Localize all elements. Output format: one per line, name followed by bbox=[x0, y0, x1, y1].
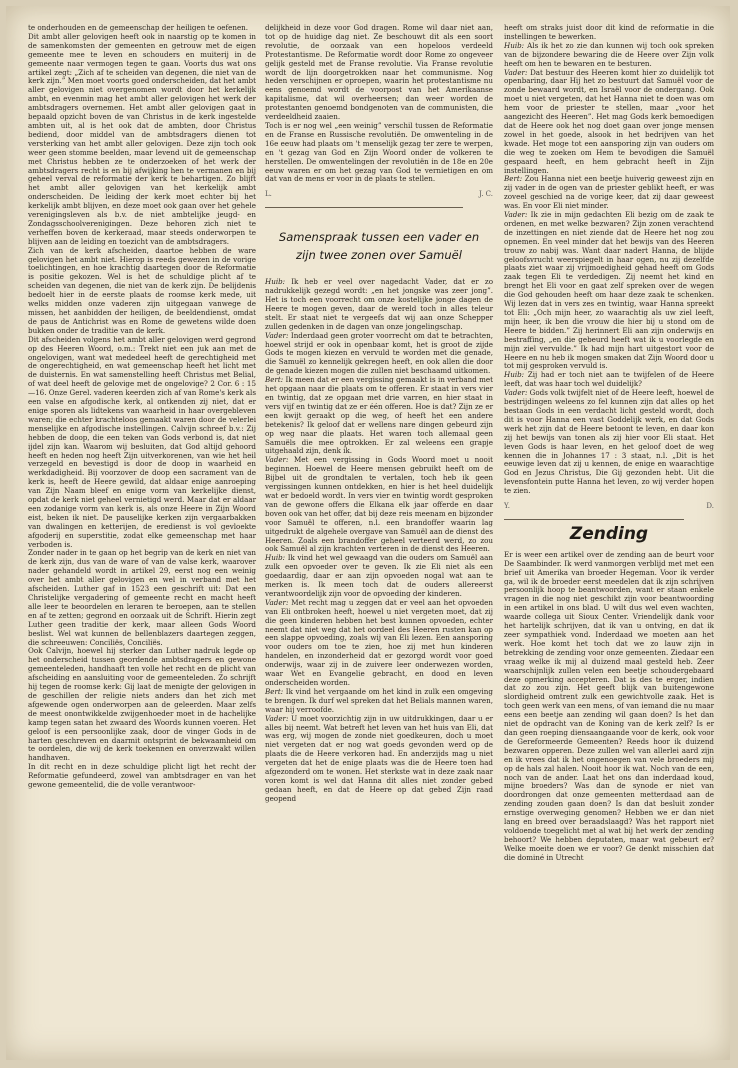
speaker-name: Bert: bbox=[265, 686, 284, 696]
dialogue-text: U moet voorzichtig zijn in uw uitdrukkingen, daar u er alles bij neemt. Wat betreft het leven van het huis van Eli, dat was erg, wij mogen de zonde niet goedkeuren, doch u moet niet vergeten dat er nog wat goeds gevonden werd op de plaats die de Heere verkoren had. En anderzijds mag u niet vergeten dat het de enige plaats was die de Heere toen had afgezonderd om te wonen. Het sterkste wat in deze zaak naar voren komt is wel dat Hanna dit alles niet zonder gebed gedaan heeft, en dat de Heere op dat gebed Zijn raad geopend bbox=[265, 713, 493, 803]
newspaper-page bbox=[6, 6, 730, 1060]
speaker-name: Vader: bbox=[265, 455, 289, 465]
dialogue-line bbox=[504, 42, 714, 69]
signature-right: D. bbox=[706, 502, 714, 511]
dialogue-continued bbox=[504, 24, 714, 496]
dialogue-line bbox=[504, 24, 714, 42]
speaker-name: Bert: bbox=[504, 174, 523, 184]
signature-right: J. C. bbox=[478, 190, 493, 199]
dialogue-line bbox=[265, 554, 493, 599]
paragraph: In dit recht en in deze schuldige plicht ligt het recht der Reformatie gefundeerd, zowel van ambtsdrager en van het gewone gemeentelid, die de volle verantwoor- bbox=[28, 762, 256, 790]
headline-line-1: Samenspraak tussen een vader en bbox=[278, 230, 480, 245]
speaker-name: Vader: bbox=[504, 210, 528, 220]
dialogue-text: Als ik het zo zie dan kunnen wij toch ook spreken van de bijzondere bewaring die de Heere over Zijn volk heeft om hen te bewaren en te besturen. bbox=[504, 40, 714, 68]
article-headline bbox=[265, 228, 493, 264]
article-signature bbox=[504, 502, 714, 511]
dialogue-text: Met een vergissing in Gods Woord moet u nooit beginnen. Hoewel de Heere mensen gebruikt heeft om de Bijbel uit de grondtalen te vertalen, toch heb ik geen vergissingen kunnen ontdekken, en hier is het heel duidelijk wat er bedoeld wordt. In vers vier en twintig wordt gesproken van de gewone offers die Elkana elk jaar offerde en daar boven ook van het offer, dat bij deze reis meenam en bijzonder voor Samuël te offeren, n.l. een brandoffer waarin lag uitgedrukt de algehele overgave van Samuël aan de dienst des Heeren. Zoals een brandoffer geheel verteerd werd, zo zou ook Samuël al zijn krachten verteren in de dienst des Heeren. bbox=[265, 455, 493, 554]
dialogue-line bbox=[504, 389, 714, 496]
dialogue-line bbox=[504, 211, 714, 371]
dialogue-line bbox=[265, 278, 493, 331]
dialogue-text: Zij had er toch niet aan te twijfelen of de Heere leeft, dat was haar toch wel duidelijk? bbox=[504, 370, 714, 389]
dialogue-line bbox=[265, 715, 493, 804]
speaker-name: Vader: bbox=[504, 388, 528, 398]
dialogue-line bbox=[265, 376, 493, 456]
dialogue-text: Met recht mag u zeggen dat er veel aan het opvoeden van Eli ontbroken heeft, hoewel u niet vergeten moet, dat zij die geen kinderen hebben het best kunnen opvoeden, echter neemt dat niet weg dat het oordeel des Heeren rusten kan op een slappe opvoeding, zoals wij van Eli lezen. Een aansporing voor ouders om toe te zien, hoe zij met hun kinderen handelen, en inzonderheid dat er gezorgd wordt voor goed onderwijs, waar zij in de zuivere leer onderwezen worden, waar Wet en Evangelie gebracht, en dood en leven onderscheiden worden. bbox=[265, 597, 493, 687]
article-signature bbox=[265, 190, 493, 199]
paragraph: Ook Calvijn, hoewel hij sterker dan Luther nadruk legde op het onderscheid tussen geordende ambtsdragers en gewone gemeenteleden, handhaaft ten volle het recht en de plicht van afscheiding en aansluiting voor de gemeenteleden. Zo schrijft hij tegen de roomse kerk: Gij laat de menigte der gelovigen in de geschillen der religie niets anders dan het zich met afgewende ogen onderworpen aan de geleerden. Maar zelfs de meest onontwikkelde zwijgenhoeder moet in de hachelijke kamp tegen satan het zwaard des Woords kunnen voeren. Het geloof is een persoonlijke zaak, door de vinger Gods in de harten geschreven en daarmit ontsprint de bekwaamheid om te oordelen, die wij de kerk toekennen en onverzwakt willen handhaven. bbox=[28, 646, 256, 763]
dialogue-line bbox=[265, 456, 493, 554]
dialogue-line bbox=[265, 688, 493, 715]
column-middle bbox=[265, 24, 493, 804]
paragraph: Dit afscheiden volgens het ambt aller gelovigen werd gegrond op des Heeren Woord, o.m.: Trekt niet een juk aan met de ongelovigen, want wat mededeel heeft de gerechtigheid met de ongerechtigheid, en wat gemeenschap heeft het licht met de duisternis. En wat samenstelling heeft Christus met Belial, of wat deel heeft de gelovige met de ongelovige? 2 Cor. 6 : 15—16. Onze Gerel. vaderen keerden zich af van Rome's kerk als een valse en afgodische kerk, al ontkenden zij niet, dat er enige sporen als lidtekens van waarheid in haar overgebleven waren; die echter krachteloos gemaakt waren door de velerlei menselijke en afgodische instellingen. Calvijn schreef b.v.: Zij hebben de doop, die een teken van Gods verbond is, dat niet ijdel zijn kan. Waarom wij besluiten, dat God altijd gehoord heeft en heden nog heeft Zijn uitverkorenen, van wie het heil verzegeld en bevestigd is door de doop in waarheid en werkdadigheid. Bij voorzover de doop een sacrament van de kerk is, heeft de Heere gewild, dat aldaar enige aanroeping van Zijn Naam bleef en enige vorm van kerkelijke dienst, opdat de kerk niet geheel vernietigd werd. Maar dat er aldaar een zodanige vorm van kerk is, als onze Heere in Zijn Woord eist, beken ik niet. De pauselijke kerken zijn vergaarbakken van dwalingen en ketterijen, de eredienst is vol gevloekte afgoderij en superstitie, zodat elke gemeenschap met haar verboden is. bbox=[28, 334, 256, 549]
column-left bbox=[28, 24, 256, 790]
paragraph: delijkheid in deze voor God dragen. Rome wil daar niet aan, tot op de huidige dag niet. Ze beschouwt dit als een soort revolutie, de oorzaak van een hopeloos verdeeld Protestantisme. De Reformatie wordt door Rome zo ongeveer gelijk gesteld met de Franse revolutie. Via Franse revolutie wordt de lijn doorgetrokken naar het communisme. Nog heden verschijnen er oproepen, waarin het protestantisme nu eens genoemd wordt de voorpost van het Amerikaanse kapitalisme, dat wil overheersen; dan weer worden de protestanten genoemd bondgenoten van de communisten, die verdeeldheid zaaien. bbox=[265, 23, 493, 122]
paragraph: Dit ambt aller gelovigen heeft ook in naarstig op te komen in de samenkomsten der gemeenten en getrouw met de eigen gemeente mee te leven en schouders en muiterij in de gemeente naar vermogen tegen te gaan. Voorts dus wat ons artikel zegt: „Zich af te scheiden van degenen, die niet van de kerk zijn.” Men moet voorts goed onderscheiden, dat het ambt aller gelovigen niet overgenomen wordt door het kerkelijk ambt, en evenmin mag het ambt aller gelovigen het werk der ambtsdragers overnemen. Het ambt aller gelovigen gaat in bepaald opzicht boven de van Christus in de kerk ingestelde ambten uit, al is het ook dat de ambten, door Christus bediend, door middel van de ambtsdragers dienen tot versterking van het ambt aller gelovigen. Deze zijn toch ook weer geen stomme beelden, maar levend uit de gemeenschap met Christus hebben ze te onderzoeken of het werk der ambtsdragers recht is en bij afwijking hen te vermanen en bij geheel verval de reformatie der kerk te behartigen. Zo blijft het ambt aller gelovigen van het kerkelijk ambt onderscheiden. De leiding der kerk moet echter bij het kerkelijk ambt blijven, en deze moet ook gaan over het gehele verenigingsleven als b.v. de niet ambtelijke jeugd- en Zondagsschoolverenigingen. Deze behoren zich niet te verheffen boven de kerkeraad, maar steeds onderworpen te blijven aan de leiding en toezicht van de ambtsdragers. bbox=[28, 31, 256, 246]
dialogue-text: Ik vind het vergaande om het kind in zulk een omgeving te brengen. Ik durf wel spreken dat het Belials mannen waren, waar hij verroofde. bbox=[265, 686, 493, 714]
paragraph: Er is weer een artikel over de zending aan de beurt voor De Saambinder. Ik werd vanmorgen verblijd met met een brief uit Amerika van broeder Hegeman. Voor ik verder ga, wil ik de broeder eerst meedelen dat ik zijn schrijven persoonlijk hoop te beantwoorden, want er staan enkele vragen in die nog niet geschikt zijn voor beantwoording in een artikel in ons blad. U wilt dus wel even wachten, waarde collega uit Sioux Center. Vriendelijk dank voor het hartelijk schrijven, dat ik van u ontving, en dat ik zeer sympathiek vond. Inderdaad we moeten aan het werk. Hoe komt het toch dat we zo lauw zijn in betrekking de zending voor onze gemeenten. Ziedaar een vraag welke ik mij al duizend maal gesteld heb. Zeer waarschijnlijk zullen velen een beetje schoudergebaard deze opmerking accepteren. Dat is des te erger, indien dat zo zou zijn. Het geeft blijk van buitengewone slordigheid omtrent zulk een gewichtvolle zaak. Het is toch geen werk van een mens, of van iemand die nu maar eens een beetje aan zending wil gaan doen? Is het dan niet de opdracht van de Koning van de kerk zelf? Is er dan geen roeping diensaangaande voor de kerk, ook voor de Gereformeerde Gemeenten? Reeds hoor ik duizend bezwaren opperen. Deze zullen wel van allerlei aard zijn en ik vrees dat ik het ongenoegen van vele broeders mij op de hals zal halen. Nooit hoor ik wat. Noch van de een, noch van de ander. Laat het ons dan inderdaad koud, mijne broeders? Was dan de synode er niet van doordrongen dat onze gemeenten metterdaad aan de zending zouden gaan doen? Is dan dat besluit zonder ernstige overweging genomen? Hebben we er dan niet lang en breed over beraadslaagd? Was het rapport niet voldoende toegelicht met al wat bij het werk der zending behoort? We hebben deputaten, maar wat gebeurt er? Welke moeite doen we er voor? Ge denkt misschien dat die dominé in Utrecht bbox=[504, 549, 714, 862]
speaker-name: Vader: bbox=[265, 713, 289, 723]
divider bbox=[265, 207, 463, 208]
dialogue-text: Ik heb er veel over nagedacht Vader, dat er zo nadrukkelijk gezegd wordt: „en het jongske was zeer jong”. Het is toch een voorrecht om onze kostelijke jonge dagen de Heere te mogen geven, daar de wereld toch in alles teleur stelt. Er staat niet te vergeefs dat wij aan onze Schepper zullen gedenken in de dagen van onze jongelingschap. bbox=[265, 277, 493, 331]
dialogue-text: heeft om straks juist door dit kind de reformatie in die instellingen te bewerken. bbox=[504, 23, 714, 41]
dialogue-text: Ik meen dat er een vergissing gemaakt is in verband met het opgaan naar die plaats om te offeren. Er staat in vers vier en twintig, dat ze opgaan met drie varren, en hier staat in vers vijf en twintig dat ze er één offeren. Hoe is dat? Zijn ze er een kwijt geraakt op die weg, of heeft het een andere betekenis? Ik geloof dat er wellens nare dingen gebeurd zijn op weg naar die plaats. Het waren toch allemaal geen Samuëls die mee optrokken. Er zal weleens een grapje uitgehaald zijn, denk ik. bbox=[265, 375, 493, 456]
dialogue-line bbox=[265, 599, 493, 688]
speaker-name: Vader: bbox=[265, 597, 289, 607]
headline-line-2: zijn twee zonen over Samuël bbox=[296, 248, 462, 263]
dialogue-line bbox=[265, 332, 493, 377]
dialogue-text: Ik vind het wel gewaagd van die ouders om Samuël aan zulk een opvoeder over te geven. Ik zie Eli niet als een goedaardig, daar er aan zijn opvoeden nogal wat aan te merken is. Ik meen toch dat de ouders allereerst verantwoordelijk zijn voor de opvoeding der kinderen. bbox=[265, 553, 493, 598]
speaker-name: Huib: bbox=[504, 40, 525, 50]
dialogue-text: Gods volk twijfelt niet of de Heere leeft, hoewel de bestrijdingen weleens zo fel kunnen zijn dat alles op het bestaan Gods in een verdacht licht gesteld wordt, doch dit is voor Hanna een vast Goddelijk werk, en dat Gods werk het zijn dat de Heere betoont te leven, en daar kon zij het bewijs van tonen als zij hier voor Eli staat. Het leven Gods is haar leven, en het geloof doet de weg kennen die in Johannes 17 : 3 staat, n.l. „Dit is het eeuwige leven dat zij u kennen, de enige en waarachtige God en Jezus Christus, Die Gij gezonden hebt. Uit die levensfontein putte Hanna het leven, zo wij verder hopen te zien. bbox=[504, 388, 714, 496]
speaker-name: Vader: bbox=[504, 67, 528, 77]
dialogue-text: Inderdaad geen groter voorrecht om dat te betrachten, hoewel strijd er ook in openbaar komt, het is groot de zijde Gods te mogen kiezen en vervuld te worden met die genade, die Samuël zo kennelijk gekregen heeft, en ook allen die door de genade kiezen mogen die zullen niet beschaamd uitkomen. bbox=[265, 330, 493, 376]
signature-left: Y. bbox=[504, 502, 510, 511]
dialogue-text: Ik zie in mijn gedachten Eli bezig om de zaak te ordenen, en met welke bezwaren? Zijn zonen verachtend de inzettingen en niet ziende dat de Heere het nog zou opnemen. En veel minder dat het bewijs van des Heeren trouw zo nabij was. Want daar nadert Hanna, de blijde geloofsvrucht weerspiegelt in haar ogen, nu zij dezelfde plaats ziet waar zij vrijmoedigheid gehad heeft om Gods zaak tegen Eli te verdedigen. Zij neemt het kind en brengt het Eli voor en gaat zelf spreken over de wegen die God gehouden heeft om haar deze zaak te schenken. Wij lezen dat in vers zes en twintig, waar Hanna spreekt tot Eli: „Och mijn heer, zo waarachtig als uw ziel leeft, mijn heer, ik ben die vrouw die hier bij u stond om de Heere te bidden.” Zij herinnert Eli aan zijn onderwijs en bestraffing, „en die gebeurd heeft wat ik u voorlegde en mijn ziel vervulde.” Ik had mijn hart uitgestort voor de Heere en nu heb ik mogen smaken dat Zijn Woord door u tot mij gesproken vervuld is. bbox=[504, 210, 714, 371]
paragraph: te onderhouden en de gemeenschap der heiligen te oefenen. bbox=[28, 23, 249, 32]
paragraph: Zonder nader in te gaan op het begrip van de kerk en niet van de kerk zijn, dus van de ware of van de valse kerk, waarover nader gehandeld wordt in artikel 29, eerst nog een weinig over het ambt aller gelovigen en wel in verband met het afscheiden. Luther gaf in 1523 een geschrift uit: Dat een Christelijke vergadering of gemeente recht en macht heeft alle leer te beoordelen en leraren te beroepen, aan te stellen en af te zetten; gegrond en oorzaak uit de Schrift. Hierin zegt Luther geen traditie der kerk, maar alleen Gods Woord beslist. Wel wat kunnen de bellenblazers daartegen zeggen, die schreeuwen: Conciliës, Conciliës. bbox=[28, 548, 256, 647]
signature-left: L. bbox=[265, 190, 272, 199]
divider bbox=[504, 519, 684, 520]
column-right bbox=[504, 24, 714, 863]
dialogue-line bbox=[504, 69, 714, 176]
dialogue-line bbox=[504, 175, 714, 211]
paragraph: Zich van de kerk afscheiden, daartoe hebben de ware gelovigen het ambt niet. Hierop is reeds gewezen in de vorige toelichtingen, en hoe krachtig daartegen door de Reformatie is positie gekozen. Wel is het de schuldige plicht af te scheiden van degenen, die niet van de kerk zijn. De belijdenis bedoelt hier in de eerste plaats de roomse kerk mede, uit welks midden onze vaderen zijn uitgegaan vanwege de missen, het aanbidden der heiligen, de beeldendienst, omdat de paus de Antichrist was en Rome de gewetens wilde doen bukken onder de traditie van de kerk. bbox=[28, 245, 256, 335]
section-headline: Zending bbox=[569, 523, 649, 544]
speaker-name: Huib: bbox=[265, 553, 286, 563]
speaker-name: Bert: bbox=[265, 375, 284, 385]
dialogue-line bbox=[504, 371, 714, 389]
dialogue bbox=[265, 278, 493, 803]
speaker-name: Huib: bbox=[504, 370, 525, 380]
dialogue-text: Dat bestuur des Heeren komt hier zo duidelijk tot openbaring, daar Hij het zo bestuurt dat Samuël voor de zonde bewaard wordt, en Israël voor de ondergang. Ook moet u niet vergeten, dat het Hanna niet te doen was om hem voor de priester te stellen, maar „voor het aangezicht des Heeren”. Het mag Gods kerk bemoedigen dat de Heere ook het nog doet gaan over jonge mensen zowel in het goede, alsook in het bedrijven van het kwade. Het mogе tot een aansporing zijn van ouders om die weg te zoeken om Hem te bevodigen die Samuël gespaard heeft, en hem gebracht heeft in Zijn instellingen. bbox=[504, 67, 715, 175]
speaker-name: Vader: bbox=[265, 330, 289, 340]
paragraph: Toch is er nog wel „een weinig” verschil tussen de Reformatie en de Franse en Russische revolutiën. De omwenteling in de 16e eeuw had plaats om 't menselijk gezag ter zere te werpen, en 't gezag van God en Zijn Woord onder de volkeren te herstellen. De omwentelingen der revolutiën in de 18e en 20e eeuw waren er om het gezag van God te vernietigen en om dat van de mens er voor in de plaats te stellen. bbox=[265, 120, 493, 184]
dialogue-text: Zou Hanna niet een beetje huiverig geweest zijn en zij vader in de ogen van de priester geblikt heeft, er was zoveel geschied na de vorige keer, dat zij daar geweest was. En voor Eli niet minder. bbox=[504, 174, 715, 211]
speaker-name: Huib: bbox=[265, 277, 286, 287]
